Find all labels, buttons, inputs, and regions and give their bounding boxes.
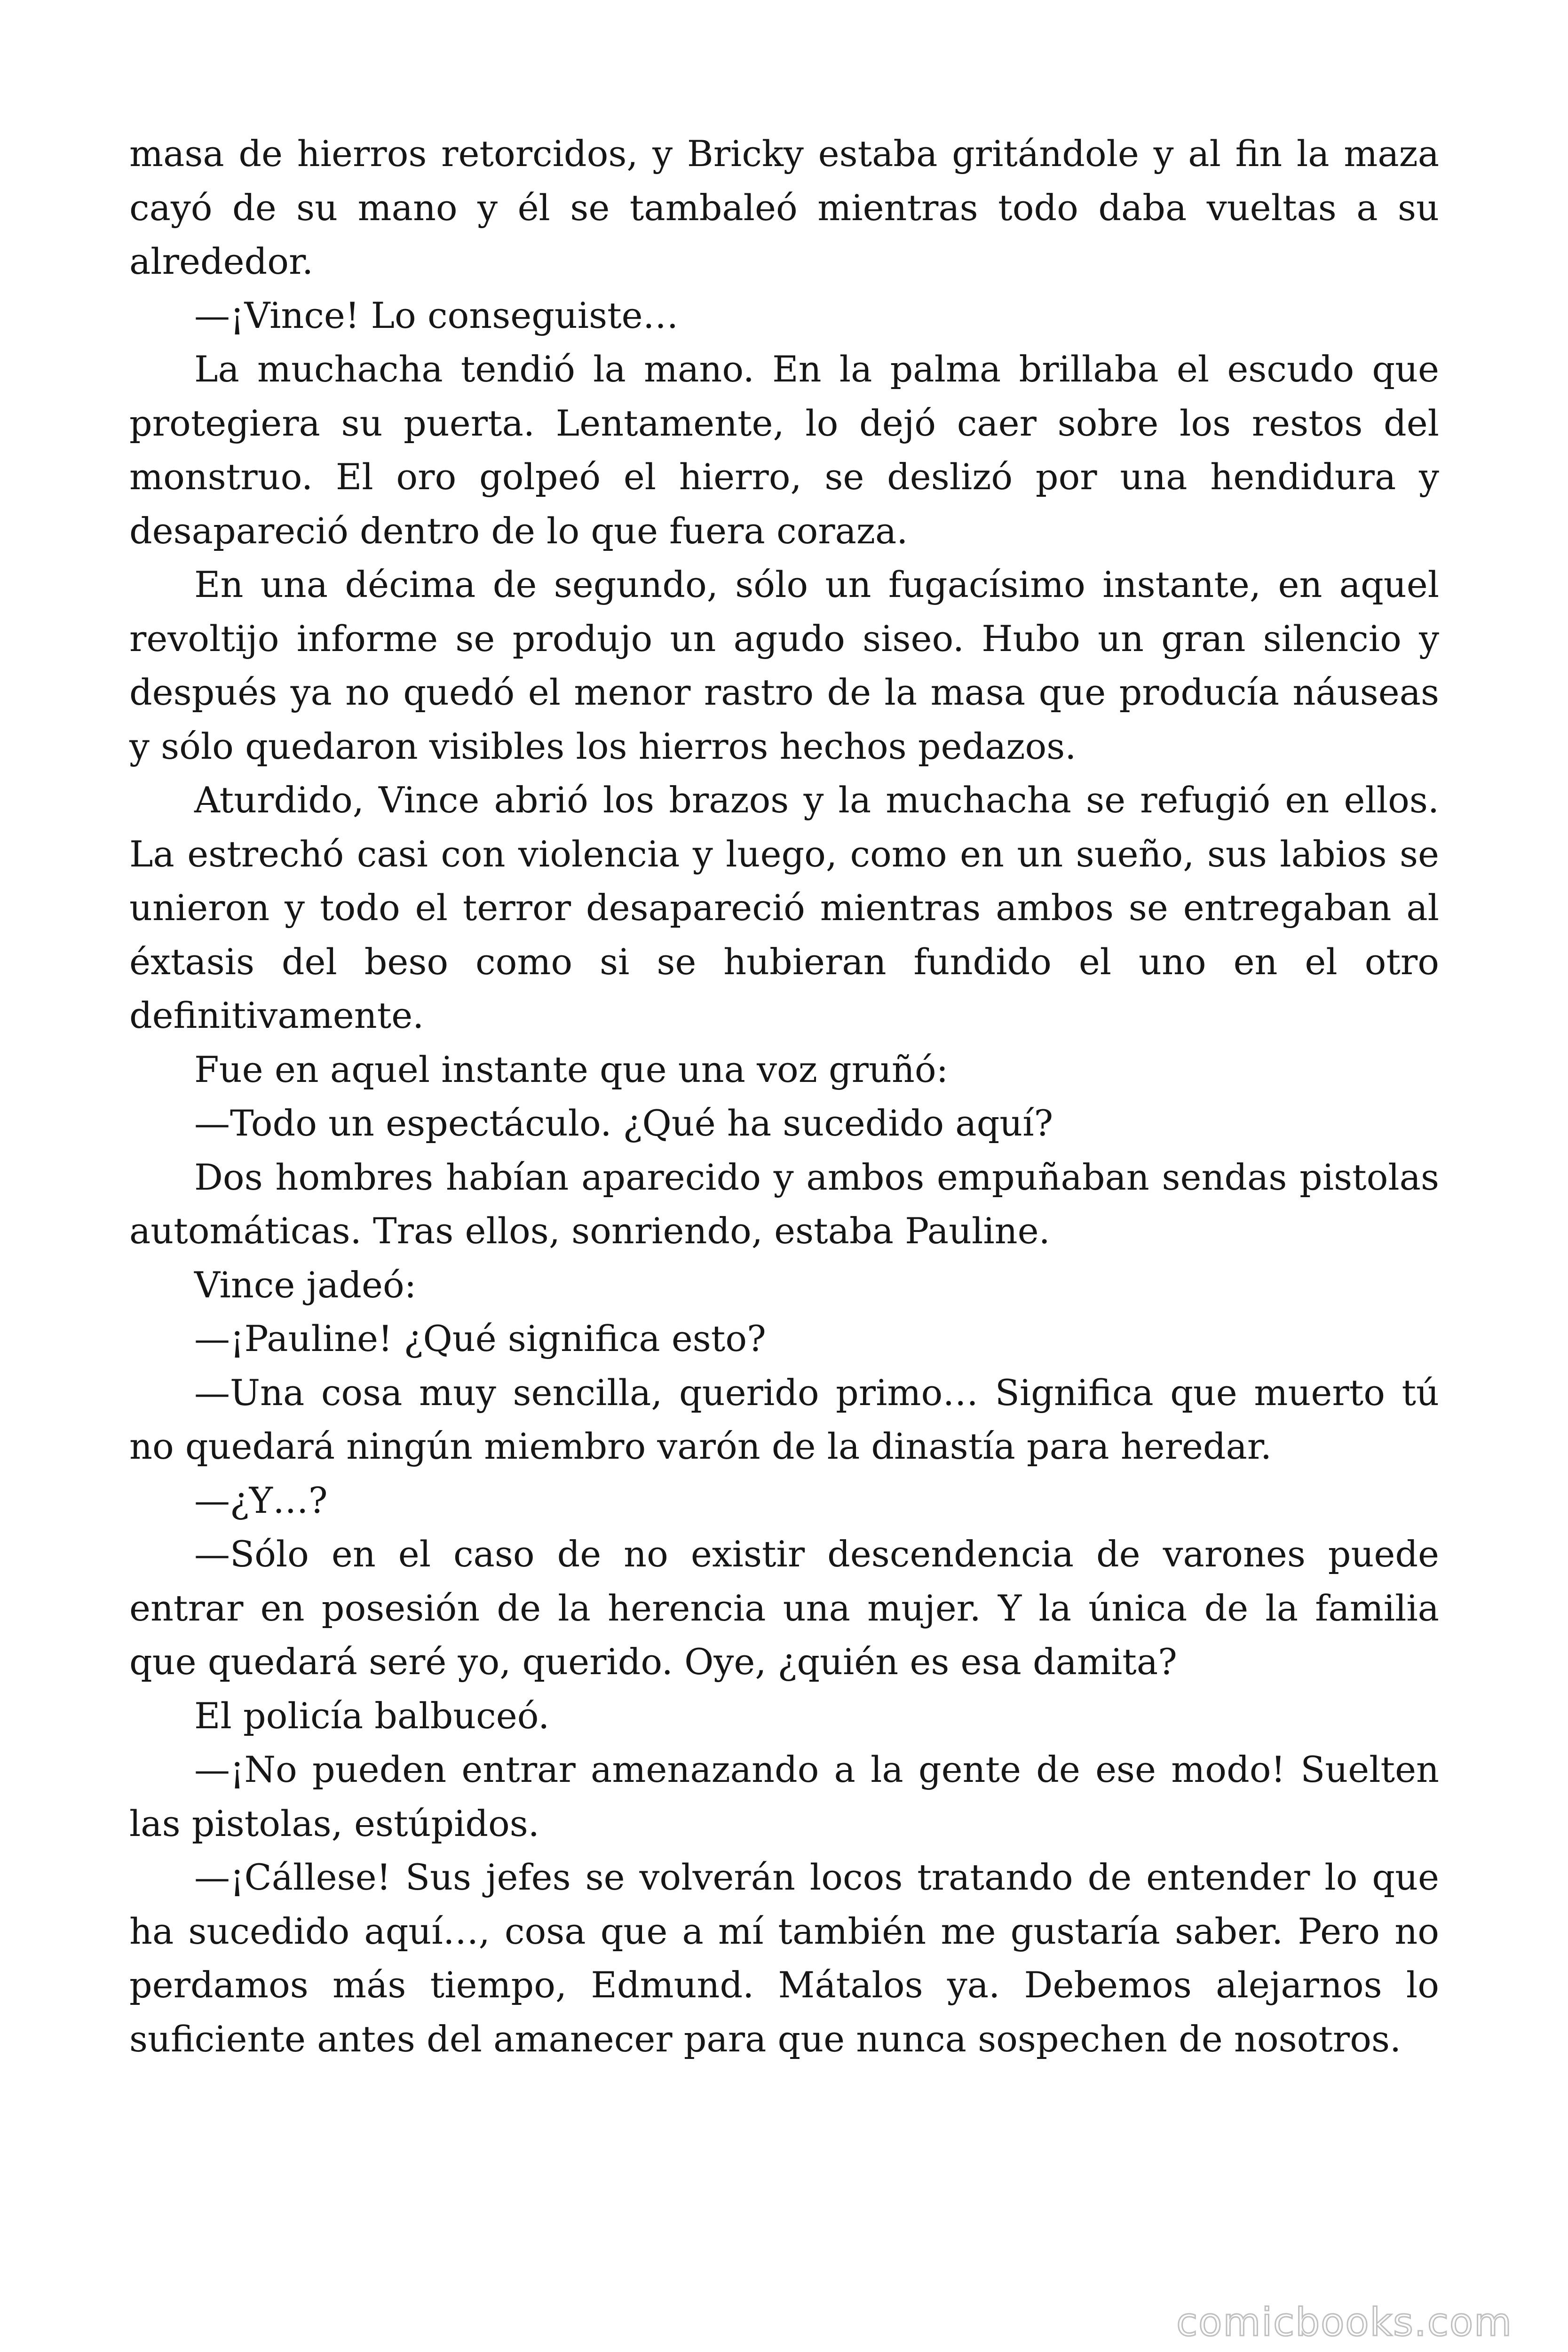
- paragraph-10: —¡Pauline! ¿Qué significa esto?: [194, 1318, 766, 1359]
- paragraph-3: La muchacha tendió la mano. En la palma brillaba el escudo que protegiera su puerta. Lentamente, lo dejó caer sobre los restos del monstruo. El oro golpeó el hierro, se deslizó por una hendidura y desapareció dentro de lo que fuera coraza.: [129, 348, 1439, 552]
- paragraph-16: —¡Cállese! Sus jefes se volverán locos tratando de entender lo que ha sucedido aquí…, cosa que a mí también me gustaría saber. Pero no perdamos más tiempo, Edmund. Mátalos ya. Debemos alejarnos lo suficiente antes del amanecer para que nunca sospechen de nosotros.: [129, 1856, 1439, 2060]
- paragraph-1: masa de hierros retorcidos, y Bricky estaba gritándole y al fin la maza cayó de su mano y él se tambaleó mientras todo daba vueltas a su alrededor.: [129, 133, 1439, 282]
- paragraph-2: —¡Vince! Lo conseguiste…: [194, 294, 679, 336]
- paragraph-8: Dos hombres habían aparecido y ambos empuñaban sendas pistolas automáticas. Tras ellos, sonriendo, estaba Pauline.: [129, 1156, 1439, 1252]
- paragraph-9: Vince jadeó:: [194, 1263, 417, 1306]
- paragraph-11: —Una cosa muy sencilla, querido primo… Significa que muerto tú no quedará ningún miembro varón de la dinastía para heredar.: [129, 1371, 1439, 1467]
- paragraph-12: —¿Y…?: [194, 1479, 328, 1521]
- page-body: [129, 127, 1439, 2066]
- paragraph-5: Aturdido, Vince abrió los brazos y la muchacha se refugió en ellos. La estrechó casi con violencia y luego, como en un sueño, sus labios se unieron y todo el terror desapareció mientras ambos se entregaban al éxtasis del beso como si se hubieran fundido el uno en el otro definitivamente.: [129, 779, 1439, 1036]
- paragraph-13: —Sólo en el caso de no existir descendencia de varones puede entrar en posesión de la herencia una mujer. Y la única de la familia que quedará seré yo, querido. Oye, ¿quién es esa damita?: [129, 1533, 1439, 1683]
- paragraph-4: En una décima de segundo, sólo un fugacísimo instante, en aquel revoltijo informe se produjo un agudo siseo. Hubo un gran silencio y después ya no quedó el menor rastro de la masa que producía náuseas y sólo quedaron visibles los hierros hechos pedazos.: [129, 564, 1439, 767]
- paragraph-15: —¡No pueden entrar amenazando a la gente de ese modo! Suelten las pistolas, estúpidos.: [129, 1748, 1439, 1844]
- watermark: comicbooks.com: [1176, 2300, 1513, 2345]
- paragraph-6: Fue en aquel instante que una voz gruñó:: [194, 1048, 949, 1090]
- paragraph-14: El policía balbuceó.: [194, 1694, 550, 1737]
- paragraph-7: —Todo un espectáculo. ¿Qué ha sucedido aquí?: [194, 1102, 1053, 1144]
